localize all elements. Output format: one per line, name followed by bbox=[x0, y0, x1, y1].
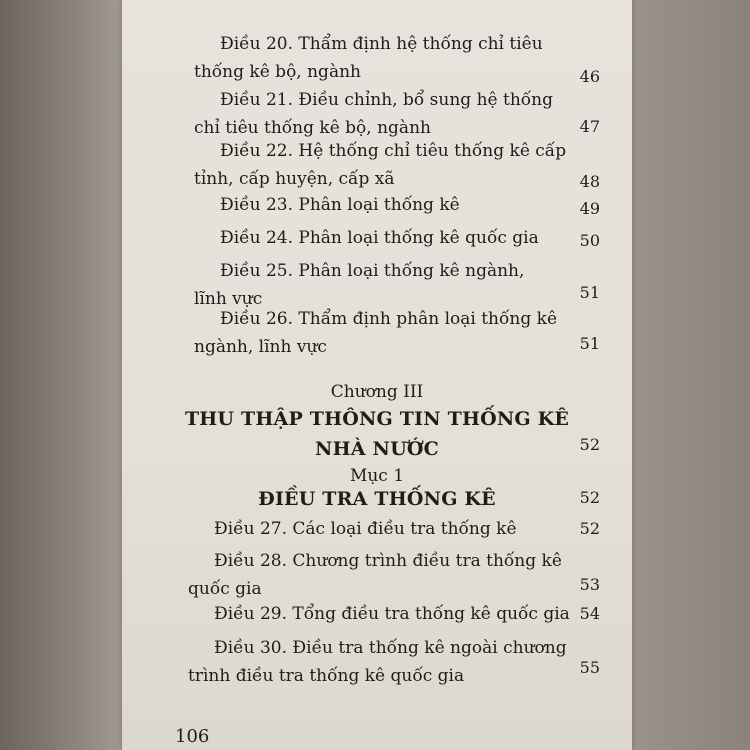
toc-entry-text: tỉnh, cấp huyện, cấp xã bbox=[194, 169, 395, 189]
toc-page-number: 51 bbox=[579, 334, 600, 353]
toc-page-number: 46 bbox=[579, 67, 600, 86]
toc-entry-text: Điều 29. Tổng điều tra thống kê quốc gia bbox=[214, 604, 570, 624]
toc-entry-27 bbox=[214, 515, 517, 543]
toc-entry-22 bbox=[194, 137, 567, 193]
toc-entry-23 bbox=[220, 191, 460, 219]
toc-page-number: 53 bbox=[579, 575, 600, 594]
toc-page-number: 48 bbox=[579, 172, 600, 191]
section-title bbox=[122, 484, 632, 514]
section-label: Mục 1 bbox=[349, 466, 405, 486]
toc-entry-text: ngành, lĩnh vực bbox=[194, 337, 327, 357]
toc-entry-text: Điều 26. Thẩm định phân loại thống kê bbox=[220, 309, 558, 329]
section-heading bbox=[122, 466, 632, 486]
toc-page-number: 49 bbox=[579, 199, 600, 218]
book-page bbox=[122, 0, 632, 750]
chapter-label: Chương III bbox=[330, 382, 424, 402]
chapter-heading bbox=[122, 382, 632, 402]
toc-entry-text: quốc gia bbox=[188, 579, 262, 599]
toc-entry-text: Điều 28. Chương trình điều tra thống kê bbox=[214, 551, 562, 571]
toc-entry-text: Điều 22. Hệ thống chỉ tiêu thống kê cấp bbox=[220, 141, 567, 161]
toc-page-number: 52 bbox=[579, 488, 600, 507]
toc-entry-21 bbox=[194, 86, 554, 142]
toc-page-number: 50 bbox=[579, 231, 600, 250]
toc-entry-text: lĩnh vực bbox=[194, 289, 263, 309]
toc-entry-20 bbox=[194, 30, 543, 86]
section-title-text: ĐIỀU TRA THỐNG KÊ bbox=[258, 488, 496, 510]
toc-entry-30 bbox=[188, 634, 567, 690]
background-right bbox=[628, 0, 750, 750]
toc-entry-text: Điều 21. Điều chỉnh, bổ sung hệ thống bbox=[220, 90, 554, 110]
toc-entry-text: chỉ tiêu thống kê bộ, ngành bbox=[194, 118, 431, 138]
toc-entry-28 bbox=[188, 547, 562, 603]
toc-page-number: 54 bbox=[579, 604, 600, 623]
toc-entry-text: Điều 23. Phân loại thống kê bbox=[220, 195, 460, 215]
chapter-title bbox=[122, 404, 632, 464]
toc-entry-text: Điều 20. Thẩm định hệ thống chỉ tiêu bbox=[220, 34, 543, 54]
toc-page-number: 52 bbox=[579, 435, 600, 454]
toc-page-number: 55 bbox=[579, 658, 600, 677]
toc-entry-24 bbox=[220, 224, 539, 252]
toc-entry-29 bbox=[214, 600, 570, 628]
toc-entry-26 bbox=[194, 305, 558, 361]
toc-entry-text: Điều 30. Điều tra thống kê ngoài chương bbox=[214, 638, 567, 658]
toc-entry-text: Điều 27. Các loại điều tra thống kê bbox=[214, 519, 517, 539]
chapter-title-line-2: NHÀ NƯỚC bbox=[315, 438, 439, 460]
background-left bbox=[0, 0, 128, 750]
chapter-title-line-1: THU THẬP THÔNG TIN THỐNG KÊ bbox=[184, 408, 570, 430]
toc-entry-text: Điều 24. Phân loại thống kê quốc gia bbox=[220, 228, 539, 248]
toc-entry-text: Điều 25. Phân loại thống kê ngành, bbox=[220, 261, 525, 281]
page-number: 106 bbox=[175, 726, 210, 747]
toc-page-number: 52 bbox=[579, 519, 600, 538]
toc-page-number: 47 bbox=[579, 117, 600, 136]
toc-entry-text: thống kê bộ, ngành bbox=[194, 62, 361, 82]
toc-entry-text: trình điều tra thống kê quốc gia bbox=[188, 666, 465, 686]
toc-page-number: 51 bbox=[579, 283, 600, 302]
